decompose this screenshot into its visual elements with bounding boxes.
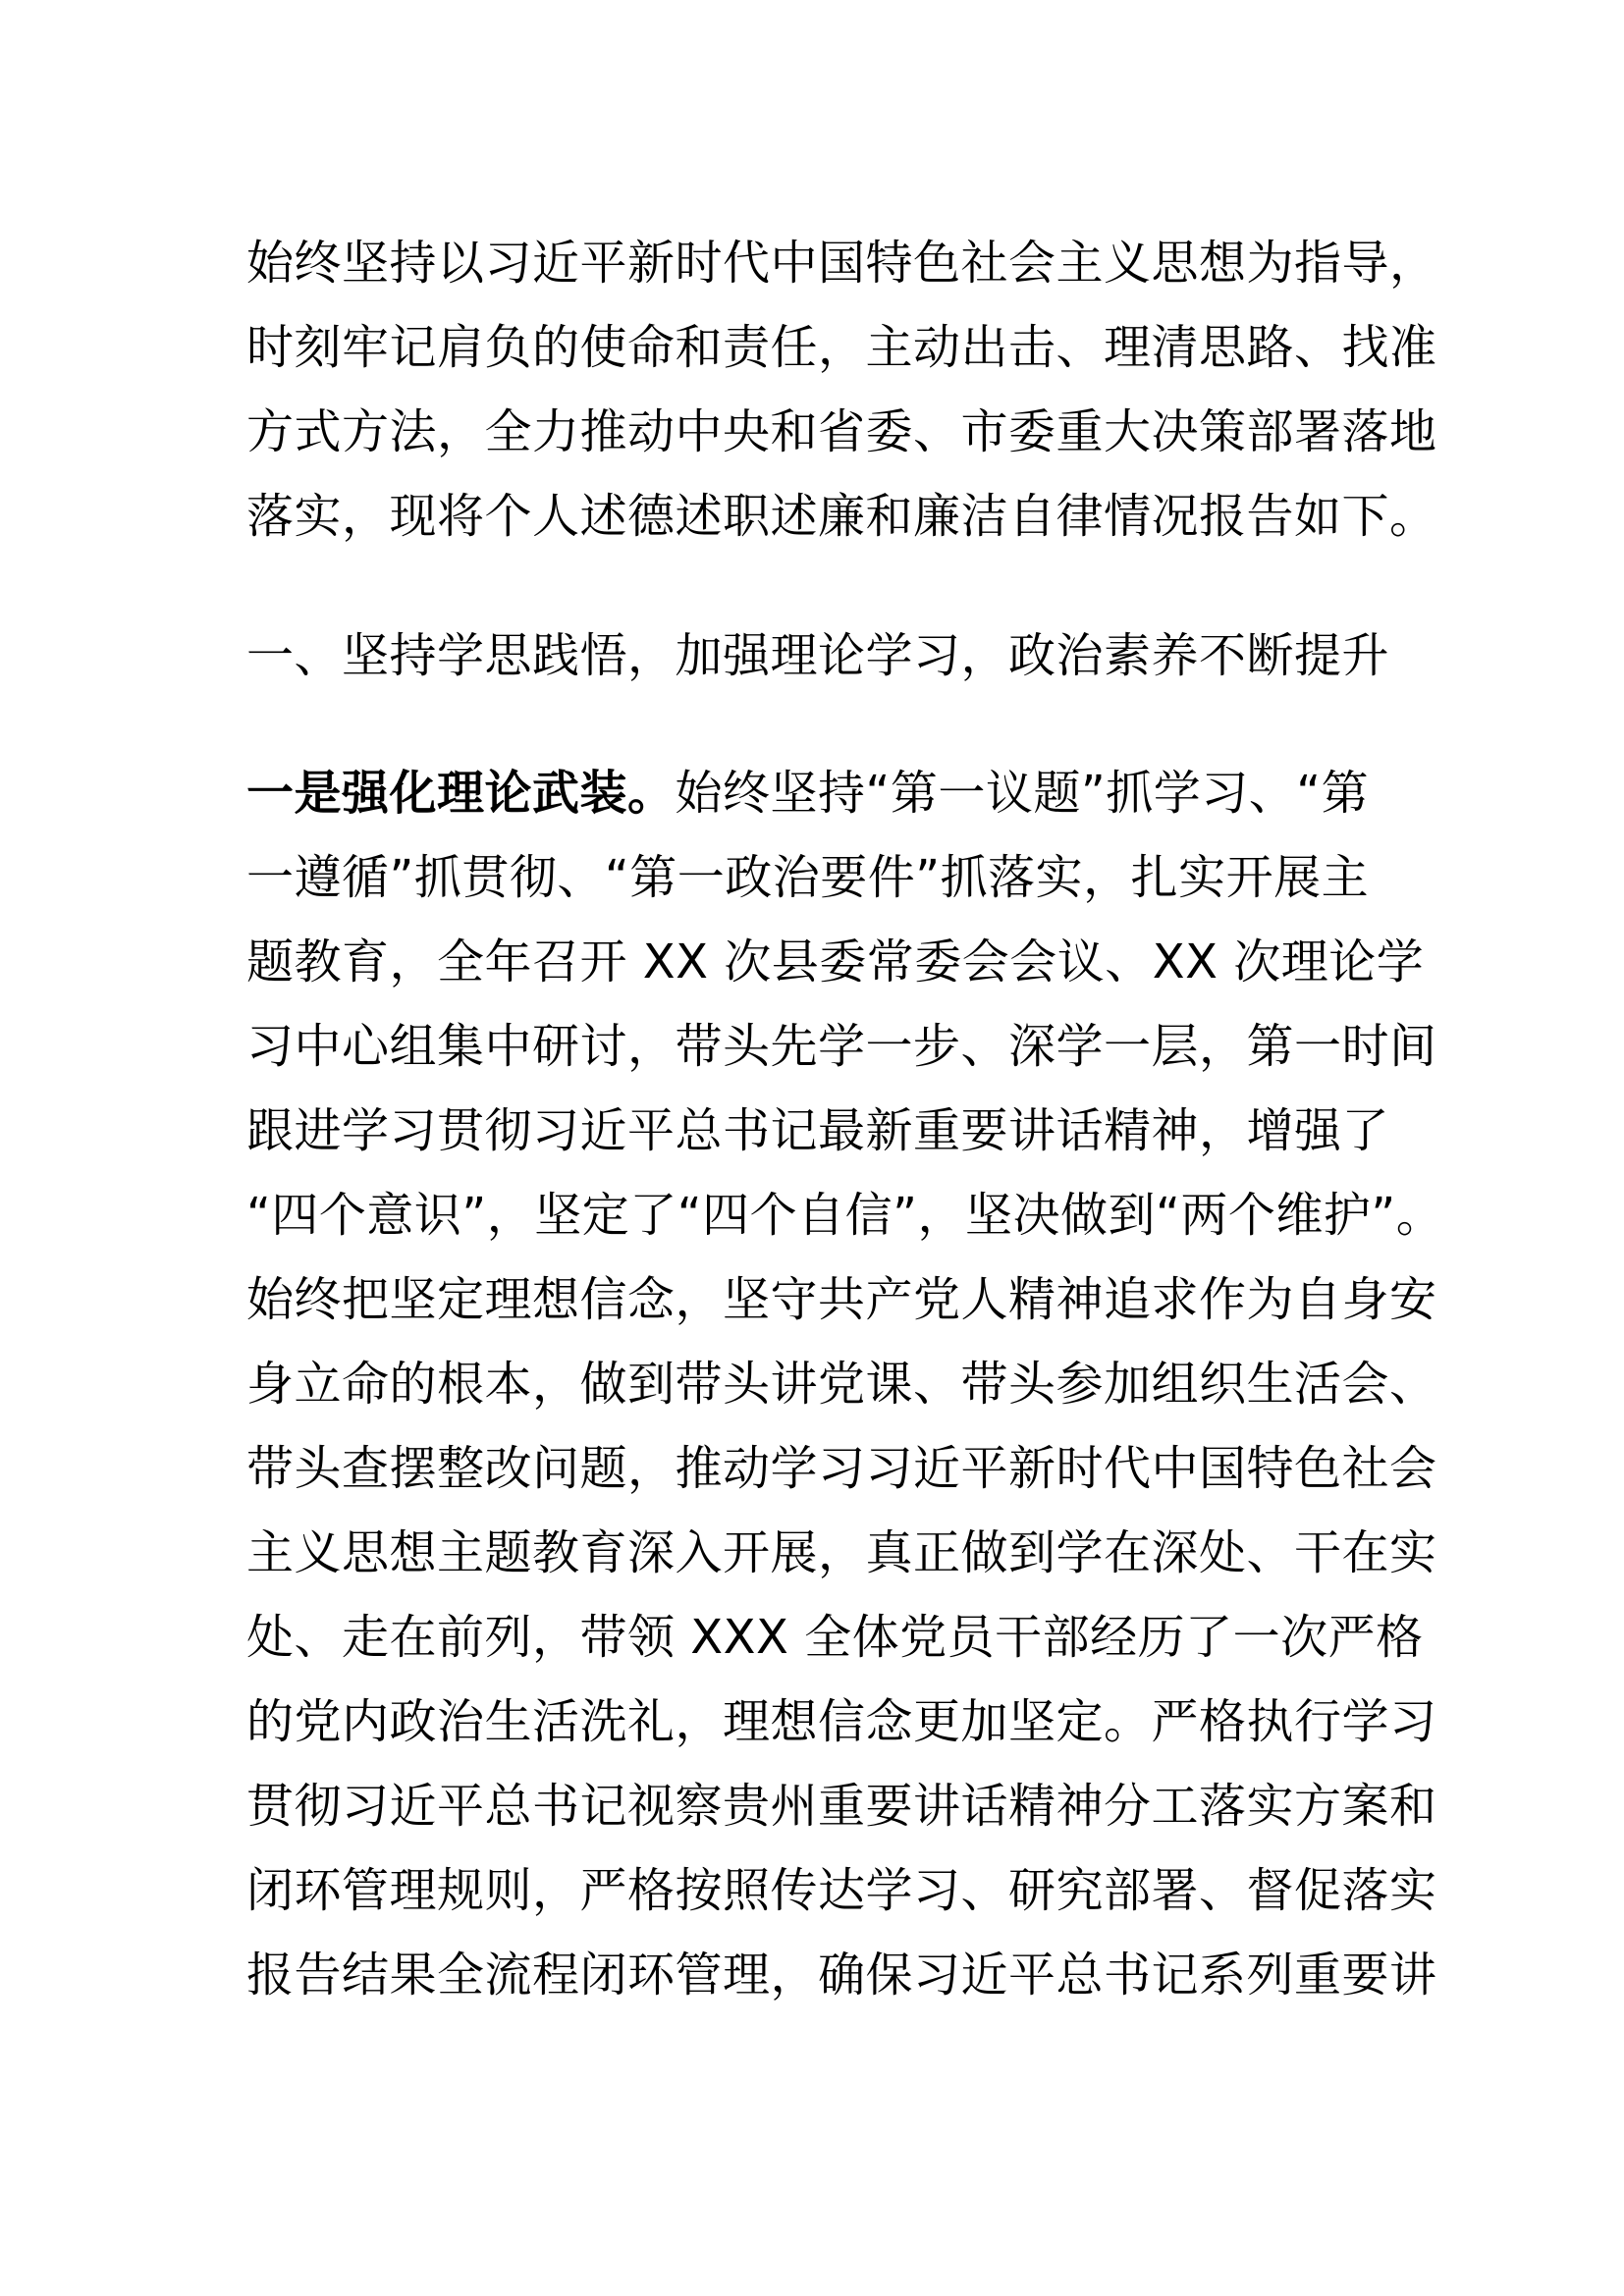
intro-line: 时刻牢记肩负的使命和责任，主动出击、理清思路、找准 [246, 320, 1437, 375]
paragraph-line: 闭环管理规则，严格按照传达学习、研究部署、督促落实 [246, 1863, 1437, 1918]
paragraph-line: “四个意识”，坚定了“四个自信”，坚决做到“两个维护”。 [246, 1188, 1444, 1243]
paragraph-line: 的党内政治生活洗礼，理想信念更加坚定。严格执行学习 [246, 1694, 1437, 1749]
section-heading: 一、坚持学思践悟，加强理论学习，政治素养不断提升 [246, 628, 1390, 683]
paragraph-line: 报告结果全流程闭环管理，确保习近平总书记系列重要讲 [246, 1948, 1437, 2002]
paragraph-line: 带头查摆整改问题，推动学习习近平新时代中国特色社会 [246, 1441, 1437, 1496]
intro-line: 始终坚持以习近平新时代中国特色社会主义思想为指导， [246, 236, 1437, 291]
paragraph-line: 贯彻习近平总书记视察贵州重要讲话精神分工落实方案和 [246, 1779, 1437, 1834]
paragraph-line: 跟进学习贯彻习近平总书记最新重要讲话精神，增强了 [246, 1103, 1390, 1158]
paragraph-line: 身立命的根本，做到带头讲党课、带头参加组织生活会、 [246, 1357, 1437, 1412]
bold-lead: 一是强化理论武装。 [246, 766, 676, 821]
paragraph-line: 题教育，全年召开 XX 次县委常委会会议、XX 次理论学 [246, 934, 1425, 989]
intro-line: 方式方法，全力推动中央和省委、市委重大决策部署落地 [246, 404, 1437, 459]
first-line-rest: 始终坚持“第一议题”抓学习、“第 [675, 766, 1370, 821]
paragraph-line: 主义思想主题教育深入开展，真正做到学在深处、干在实 [246, 1525, 1437, 1580]
paragraph-line: 习中心组集中研讨，带头先学一步、深学一层，第一时间 [246, 1019, 1437, 1074]
paragraph-line: 处、走在前列，带领 XXX 全体党员干部经历了一次严格 [246, 1610, 1424, 1665]
paragraph-first-line [246, 764, 1385, 823]
intro-line: 落实，现将个人述德述职述廉和廉洁自律情况报告如下。 [246, 489, 1437, 544]
paragraph-line: 始终把坚定理想信念，坚守共产党人精神追求作为自身安 [246, 1272, 1437, 1327]
paragraph-line: 一遵循”抓贯彻、“第一政治要件”抓落实，扎实开展主 [246, 850, 1370, 905]
